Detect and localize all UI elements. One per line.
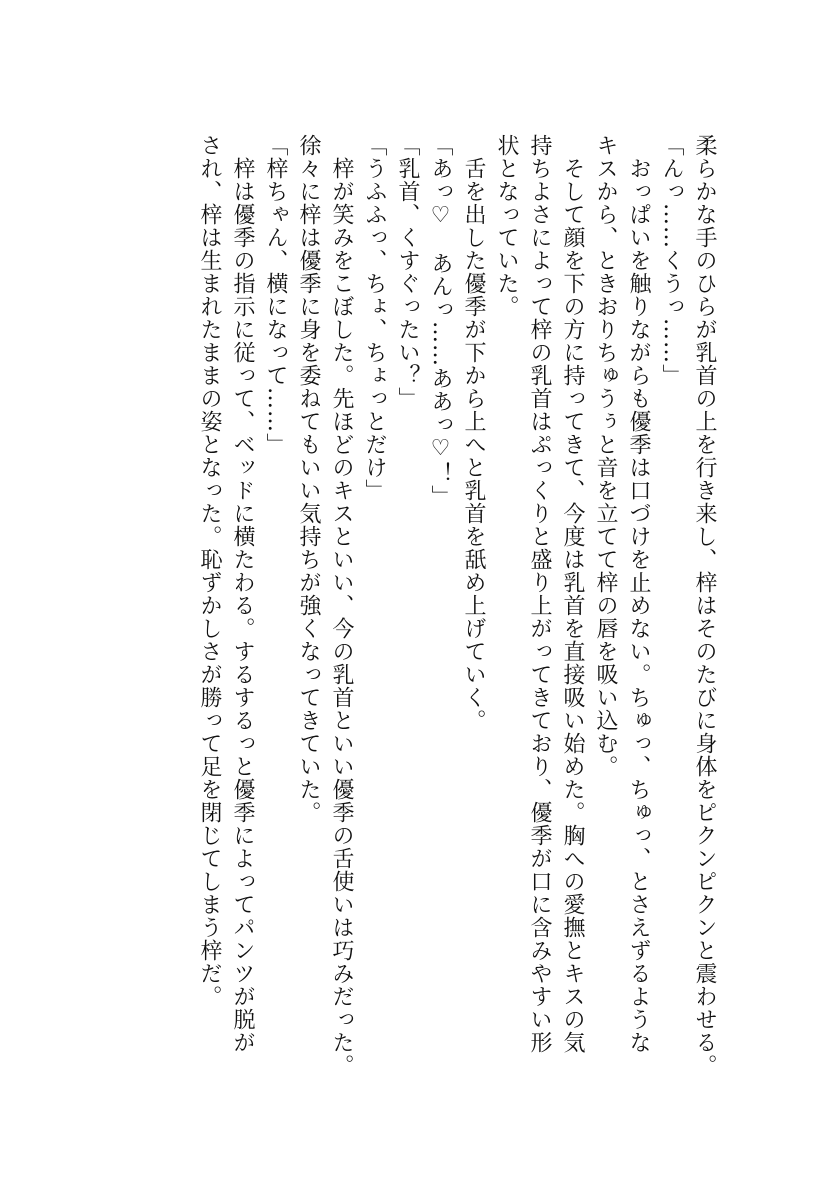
text-line: キスから、ときおりちゅうぅと音を立てて梓の唇を吸い込む。: [593, 134, 618, 778]
text-line: 「梓ちゃん、横になって……」: [263, 134, 288, 456]
text-line: 梓は優季の指示に従って、ベッドに横たわる。するするっと優季によってパンツが脱が: [230, 134, 255, 1054]
text-line: 「うふふっ、ちょ、ちょっとだけ」: [362, 134, 387, 502]
text-line: 「あっ♡ あんっ……ああっ♡！」: [428, 134, 453, 508]
text-line: そして顔を下の方に持ってきて、今度は乳首を直接吸い始めた。胸への愛撫とキスの気: [560, 134, 585, 1054]
text-line: 状となっていた。: [494, 134, 519, 318]
text-line: 持ちよさによって梓の乳首はぷっくりと盛り上がってきており、優季が口に含みやすい形: [527, 134, 552, 1054]
text-line: され、梓は生まれたままの姿となった。恥ずかしさが勝って足を閉じてしまう梓だ。: [197, 134, 222, 1008]
text-line: 柔らかな手のひらが乳首の上を行き来し、梓はそのたびに身体をピクンピクンと震わせる。: [692, 134, 717, 1077]
text-line: 徐々に梓は優季に身を委ねてもいい気持ちが強くなってきていた。: [296, 134, 321, 824]
text-line: 舌を出した優季が下から上へと乳首を舐め上げていく。: [461, 134, 486, 732]
text-line: 「乳首、くすぐったい？」: [395, 134, 420, 410]
vertical-text-body: [193, 134, 721, 1084]
text-line: おっぱいを触りながらも優季は口づけを止めない。ちゅっ、ちゅっ、とさえずるような: [626, 134, 651, 1054]
text-line: 「んっ……くうっ……」: [659, 134, 684, 387]
text-line: 梓が笑みをこぼした。先ほどのキスといい、今の乳首といい優季の舌使いは巧みだった。: [329, 134, 354, 1077]
